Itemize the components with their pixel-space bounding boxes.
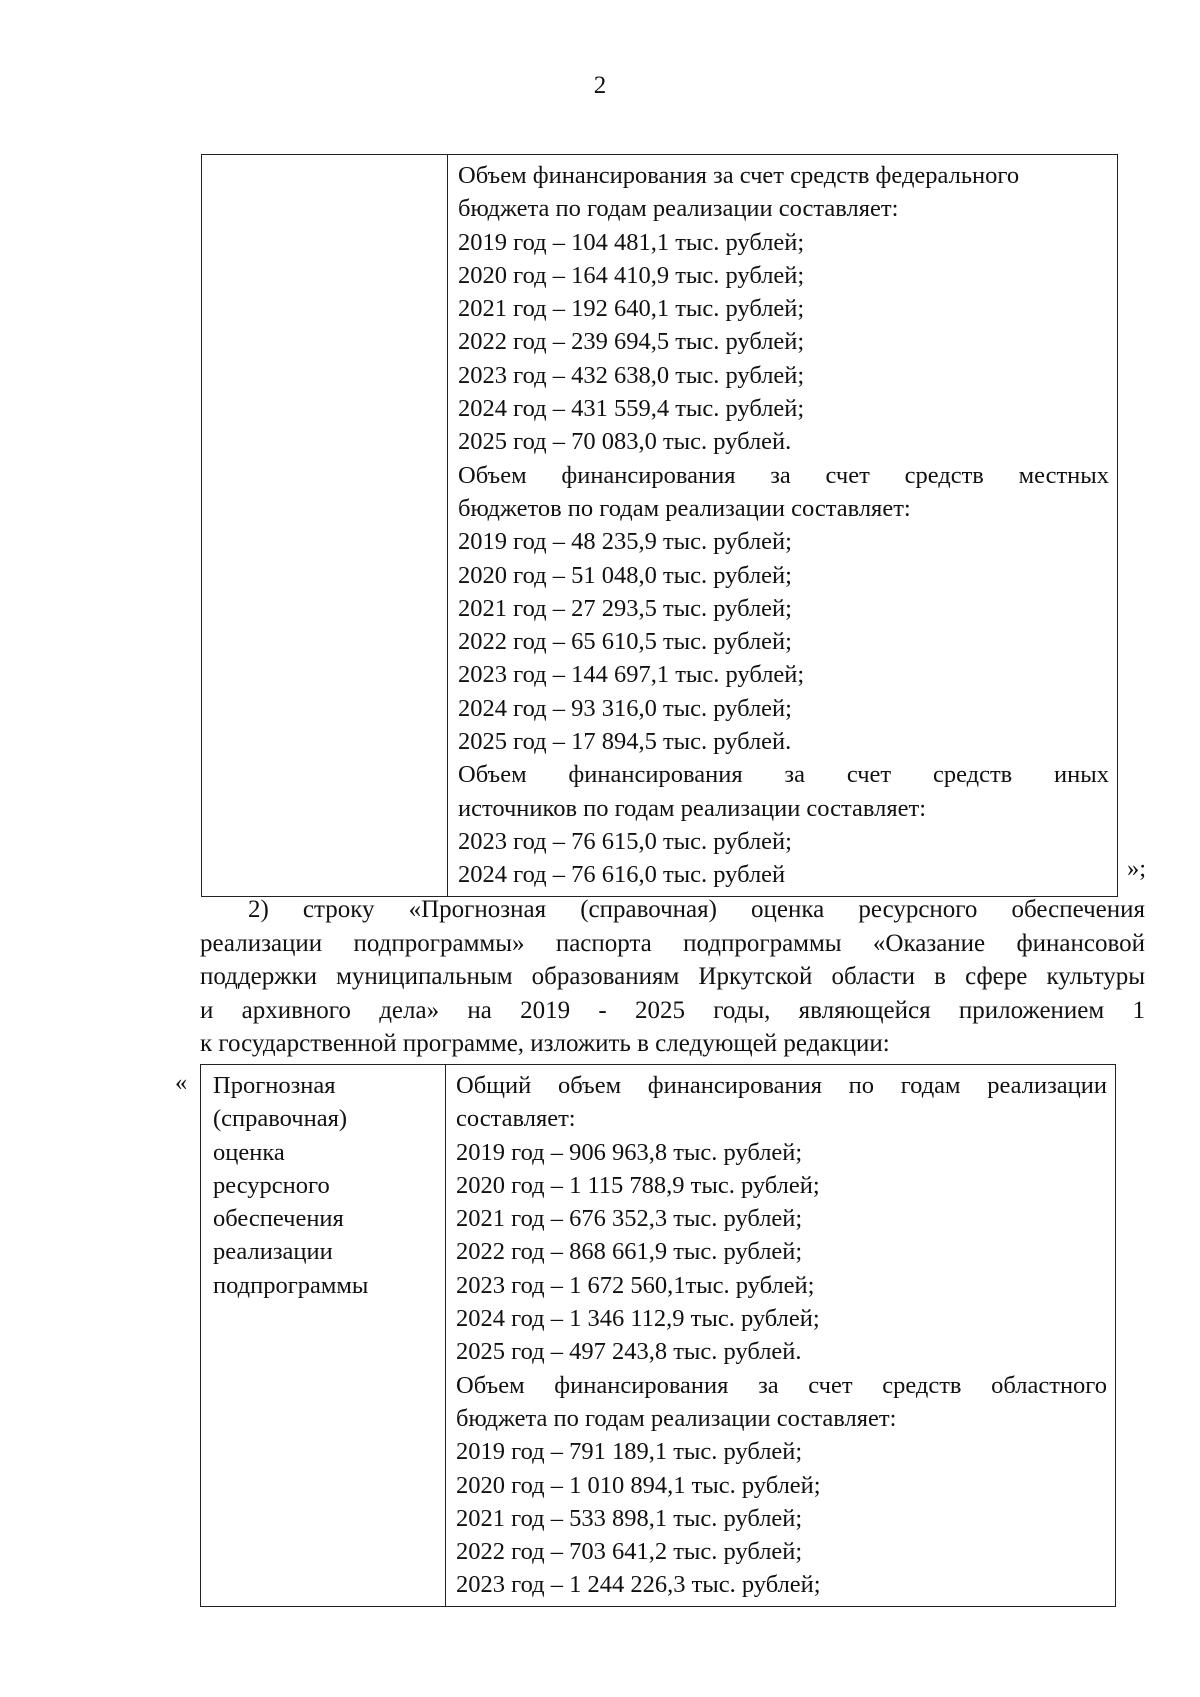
text-line: обеспечения <box>213 1205 344 1233</box>
closing-quote: »; <box>1127 855 1147 882</box>
text-line: 2024 год – 93 316,0 тыс. рублей; <box>458 694 792 722</box>
text-line: 2022 год – 868 661,9 тыс. рублей; <box>456 1238 803 1266</box>
text-line: Общий объем финансирования по годам реализации <box>456 1072 1107 1099</box>
text-line: составляет: <box>456 1105 576 1133</box>
text-line: 2023 год – 1 672 560,1тыс. рублей; <box>456 1271 815 1299</box>
text-line: 2023 год – 76 615,0 тыс. рублей; <box>458 827 792 855</box>
text-line: 2023 год – 1 244 226,3 тыс. рублей; <box>456 1571 821 1599</box>
text-line: 2022 год – 239 694,5 тыс. рублей; <box>458 328 805 356</box>
text-line: 2022 год – 65 610,5 тыс. рублей; <box>458 628 792 656</box>
text-line: реализации <box>213 1238 333 1266</box>
text-line: Прогнозная <box>213 1072 336 1099</box>
text-line: 2020 год – 1 115 788,9 тыс. рублей; <box>456 1171 820 1199</box>
text-line: 2019 год – 104 481,1 тыс. рублей; <box>458 228 805 256</box>
text-line: Объем финансирования за счет средств иных <box>458 761 1109 789</box>
text-line: 2025 год – 497 243,8 тыс. рублей. <box>456 1338 802 1366</box>
text-line: 2025 год – 17 894,5 тыс. рублей. <box>458 728 792 756</box>
text-line: (справочная) <box>213 1105 348 1133</box>
table-cell-row-heading <box>201 1065 446 1607</box>
opening-quote: « <box>175 1069 188 1096</box>
paragraph-line: поддержки муниципальным образованиям Иркутской области в сфере культуры <box>200 963 1145 990</box>
forecast-resource-table <box>200 1064 1116 1607</box>
table-cell-financing-details <box>446 1065 1116 1607</box>
text-line: 2025 год – 70 083,0 тыс. рублей. <box>458 428 792 456</box>
text-line: источников по годам реализации составляет: <box>458 794 927 822</box>
text-line: 2019 год – 906 963,8 тыс. рублей; <box>456 1138 803 1166</box>
paragraph-line: реализации подпрограммы» паспорта подпрограммы «Оказание финансовой <box>200 929 1145 957</box>
text-line: 2023 год – 144 697,1 тыс. рублей; <box>458 661 805 689</box>
text-line: 2021 год – 676 352,3 тыс. рублей; <box>456 1205 803 1233</box>
text-line: 2022 год – 703 641,2 тыс. рублей; <box>456 1538 803 1566</box>
page-number: 2 <box>593 72 607 99</box>
text-line: 2024 год – 76 616,0 тыс. рублей <box>458 861 786 889</box>
text-line: оценка <box>213 1138 285 1166</box>
text-line: бюджета по годам реализации составляет: <box>458 195 899 223</box>
text-line: бюджетов по годам реализации составляет: <box>458 494 911 522</box>
text-line: Объем финансирования за счет средств местных <box>458 461 1109 489</box>
table-cell-financing-details <box>448 155 1118 897</box>
text-line: 2021 год – 27 293,5 тыс. рублей; <box>458 594 792 622</box>
text-line: 2023 год – 432 638,0 тыс. рублей; <box>458 361 805 389</box>
financing-table-continued <box>201 154 1118 897</box>
text-line: бюджета по годам реализации составляет: <box>456 1404 897 1432</box>
paragraph-line: и архивного дела» на 2019 - 2025 годы, являющейся приложением 1 <box>200 996 1145 1024</box>
text-line: Объем финансирования за счет средств областного <box>456 1371 1107 1399</box>
text-line: 2024 год – 1 346 112,9 тыс. рублей; <box>456 1305 820 1333</box>
text-line: 2021 год – 192 640,1 тыс. рублей; <box>458 295 805 323</box>
amendment-paragraph <box>200 893 1145 1061</box>
text-line: 2020 год – 51 048,0 тыс. рублей; <box>458 561 792 589</box>
table-cell-left-empty <box>202 155 448 897</box>
text-line: 2024 год – 431 559,4 тыс. рублей; <box>458 395 805 423</box>
text-line: ресурсного <box>213 1171 330 1199</box>
text-line: 2020 год – 1 010 894,1 тыс. рублей; <box>456 1471 821 1499</box>
text-line: подпрограммы <box>213 1271 369 1299</box>
text-line: 2021 год – 533 898,1 тыс. рублей; <box>456 1504 803 1532</box>
text-line: 2019 год – 48 235,9 тыс. рублей; <box>458 528 792 556</box>
text-line: Объем финансирования за счет средств федерального <box>458 162 1020 189</box>
text-line: 2019 год – 791 189,1 тыс. рублей; <box>456 1438 803 1466</box>
text-line: 2020 год – 164 410,9 тыс. рублей; <box>458 261 805 289</box>
paragraph-line: 2) строку «Прогнозная (справочная) оценка ресурсного обеспечения <box>248 896 1145 923</box>
paragraph-line: к государственной программе, изложить в следующей редакции: <box>200 1030 890 1057</box>
